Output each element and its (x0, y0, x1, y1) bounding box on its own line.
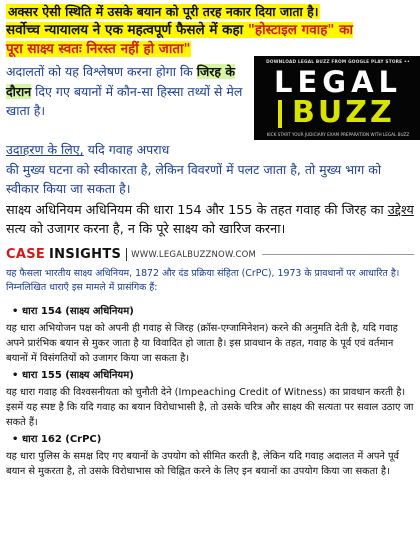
case-divider (126, 248, 127, 261)
top-line (6, 4, 414, 19)
section-155-title: धारा 155 (साक्ष्य अधिनियम) (22, 369, 134, 381)
thesis-part-1: साक्ष्य अधिनियम अधिनियम की धारा 154 और 155 के तहत गवाह की जिरह का (6, 202, 388, 218)
insights-label: INSIGHTS (49, 247, 122, 262)
logo-word-buzz: BUZZ (292, 95, 395, 130)
section-155-body: यह धारा गवाह की विश्वसनीयता को चुनौती देने (Impeaching Credit of Witness) का प्रावधान करती है। इसमें यह स्पष्ट है कि यदि गवाह का बयान विरोधाभासी है, तो उसके चरित्र और साक्ष्य की सत्यता पर सवाल उठाए जा सकते हैं। (6, 386, 414, 428)
case-label: CASE (6, 247, 46, 262)
top-line-highlight: अक्सर ऐसी स्थिति में उसके बयान को पूरी तरह नकार दिया जाता है। (8, 4, 319, 19)
section-title-154 (6, 304, 414, 319)
case-insights-bar (6, 245, 414, 265)
website-link[interactable]: WWW.LEGALBUZZNOW.COM (131, 249, 257, 260)
logo-kicker: KICK START YOUR JUDICIARY EXAM PREPARATION WITH LEGAL BUZZ (266, 132, 410, 137)
headline-quote-1: "होस्टाइल गवाह" का (247, 22, 353, 38)
section-title-162 (6, 432, 414, 447)
thesis-part-2: सत्य को उजागर करना है, न कि पूरे साक्ष्य को खारिज करना। (6, 222, 286, 237)
section-154-body: यह धारा अभियोजन पक्ष को अपनी ही गवाह से जिरह (क्रॉस-एग्जामिनेशन) करने की अनुमति देती है, यदि गवाह अपने प्रारंभिक बयान से मुकर जाता है या विवादित हो जाता है। इस प्रावधान के तहत, गवाह के पूर्व एवं वर्तमान बयानों में विसंगतियों को उजागर किया जा सकता है। (6, 322, 398, 364)
section-title-155 (6, 368, 414, 383)
example-line1-rest: यदि गवाह अपराध (83, 142, 170, 157)
section-162-body: यह धारा पुलिस के समक्ष दिए गए बयानों के उपयोग को सीमित करती है, लेकिन यदि गवाह अदालत में अपने पूर्व बयान से मुकरता है, तो उसके विरोधाभास को चिह्नित करने के लिए इन बयानों का उपयोग किया जा सकता है। (6, 450, 399, 477)
bullet-155: • (12, 369, 19, 381)
thesis-underlined: उद्देश्य (387, 202, 414, 218)
headline (6, 21, 414, 59)
thesis-paragraph (6, 201, 414, 240)
headline-quote-2: पूरा साक्ष्य स्वतः निरस्त नहीं हो जाता" (6, 41, 191, 57)
intro-highlight: जिरह के दौरान (6, 64, 235, 99)
section-154-title: धारा 154 (साक्ष्य अधिनियम) (22, 305, 134, 317)
logo-tagline: DOWNLOAD LEGAL BUZZ FROM GOOGLE PLAY STORE •• (266, 60, 410, 65)
legal-buzz-logo (254, 56, 420, 140)
basis-paragraph: यह फैसला भारतीय साक्ष्य अधिनियम, 1872 और दंड प्रक्रिया संहिता (CrPC), 1973 के प्रावधानों पर आधारित है। निम्नलिखित धाराएँ इस मामले में प्रासंगिक हैं: (6, 267, 400, 293)
intro-part-1: अदालतों को यह विश्लेषण करना होगा कि (6, 64, 197, 79)
headline-prefix: सर्वोच्च न्यायालय ने एक महत्वपूर्ण फैसले में कहा (6, 22, 248, 38)
logo-word-legal: LEGAL (273, 65, 402, 99)
bullet-162: • (12, 433, 19, 445)
case-rule (262, 254, 414, 255)
example-underlined: उदाहरण के लिए, (6, 142, 84, 157)
intro-block (6, 62, 414, 180)
example-rest: की मुख्य घटना को स्वीकारता है, लेकिन विवरणों में पलट जाता है, तो मुख्य भाग को स्वीकार किया जा सकता है। (6, 161, 382, 196)
section-162-title: धारा 162 (CrPC) (22, 433, 102, 445)
logo-accent-bar (278, 100, 282, 128)
intro-part-2: दिए गए बयानों में कौन-सा हिस्सा तथ्यों से मेल खाता है। (6, 83, 243, 118)
bullet-154: • (12, 305, 19, 317)
intro-text (6, 62, 248, 121)
